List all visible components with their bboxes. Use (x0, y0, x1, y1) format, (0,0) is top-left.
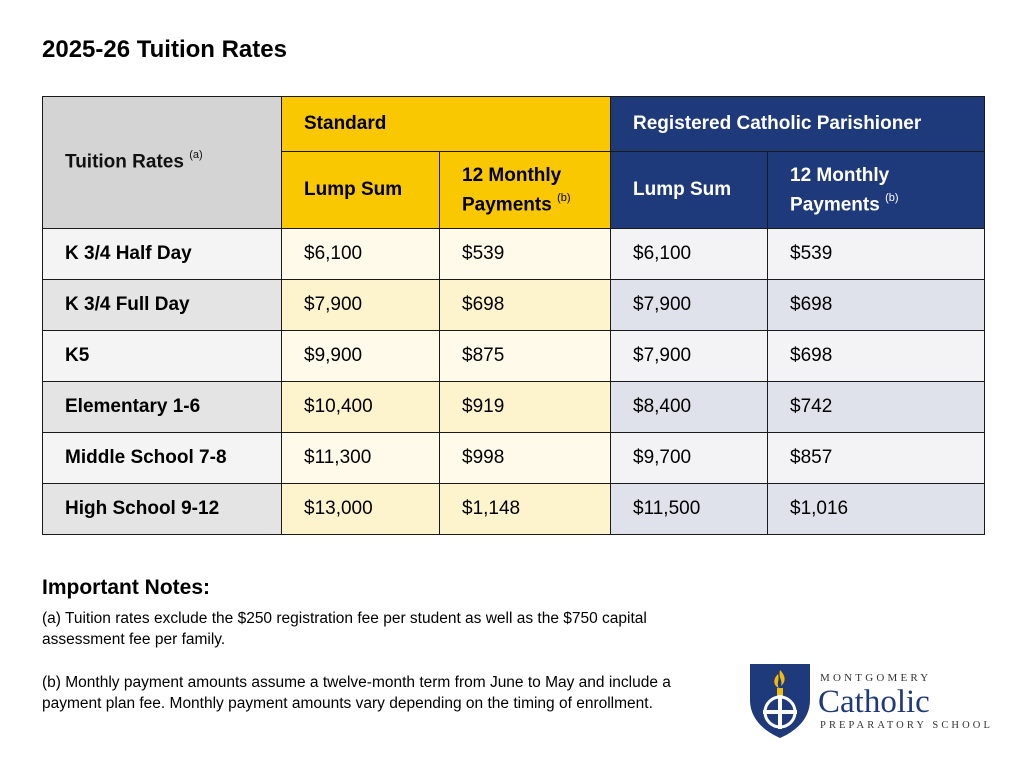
standard-monthly-cell: $919 (440, 382, 611, 433)
table-row (43, 382, 985, 433)
parishioner-monthly-cell: $857 (768, 433, 985, 484)
page-title: 2025-26 Tuition Rates (42, 36, 287, 63)
parishioner-lump-sum-header: Lump Sum (611, 152, 768, 229)
monthly-header-line2: Payments (790, 194, 880, 216)
logo-line-2: Catholic (818, 684, 930, 720)
corner-header-note: (a) (189, 149, 203, 162)
corner-header-label: Tuition Rates (65, 151, 184, 173)
parishioner-monthly-cell: $742 (768, 382, 985, 433)
note-a: (a) Tuition rates exclude the $250 registration fee per student as well as the $750 capital assessment fee per family. (42, 610, 647, 648)
table-row (43, 280, 985, 331)
parishioner-group-header: Registered Catholic Parishioner (611, 97, 985, 152)
shield-icon (748, 662, 812, 740)
standard-monthly-cell: $875 (440, 331, 611, 382)
logo-line-1: MONTGOMERY (820, 672, 932, 684)
row-label: K 3/4 Full Day (43, 280, 282, 331)
standard-lump-sum-cell: $10,400 (282, 382, 440, 433)
parishioner-monthly-cell: $539 (768, 229, 985, 280)
monthly-header-line1: 12 Monthly (790, 164, 890, 186)
notes-heading: Important Notes: (42, 576, 210, 599)
monthly-header-line1: 12 Monthly (462, 164, 562, 186)
corner-header (43, 97, 282, 229)
standard-lump-sum-cell: $9,900 (282, 331, 440, 382)
parishioner-lump-sum-cell: $6,100 (611, 229, 768, 280)
table-row (43, 484, 985, 535)
parishioner-monthly-cell: $1,016 (768, 484, 985, 535)
standard-monthly-cell: $539 (440, 229, 611, 280)
parishioner-lump-sum-cell: $7,900 (611, 280, 768, 331)
note-b: (b) Monthly payment amounts assume a twelve-month term from June to May and include a payment plan fee. Monthly payment amounts vary depending on the timing of enrollment. (42, 674, 671, 712)
monthly-header-note: (b) (885, 191, 899, 204)
monthly-header-note: (b) (557, 191, 571, 204)
school-logo (748, 662, 998, 742)
table-row (43, 229, 985, 280)
important-notes (42, 576, 722, 736)
standard-lump-sum-cell: $7,900 (282, 280, 440, 331)
parishioner-lump-sum-cell: $8,400 (611, 382, 768, 433)
parishioner-lump-sum-cell: $9,700 (611, 433, 768, 484)
standard-monthly-cell: $1,148 (440, 484, 611, 535)
parishioner-monthly-header (768, 152, 985, 229)
parishioner-monthly-cell: $698 (768, 280, 985, 331)
parishioner-lump-sum-cell: $7,900 (611, 331, 768, 382)
parishioner-lump-sum-cell: $11,500 (611, 484, 768, 535)
standard-monthly-cell: $998 (440, 433, 611, 484)
standard-lump-sum-cell: $6,100 (282, 229, 440, 280)
standard-lump-sum-cell: $11,300 (282, 433, 440, 484)
table-row (43, 331, 985, 382)
standard-lump-sum-header: Lump Sum (282, 152, 440, 229)
row-label: Middle School 7-8 (43, 433, 282, 484)
standard-lump-sum-cell: $13,000 (282, 484, 440, 535)
standard-monthly-cell: $698 (440, 280, 611, 331)
row-label: K 3/4 Half Day (43, 229, 282, 280)
standard-group-header: Standard (282, 97, 611, 152)
row-label: Elementary 1-6 (43, 382, 282, 433)
logo-line-3: PREPARATORY SCHOOL (820, 720, 993, 731)
row-label: K5 (43, 331, 282, 382)
monthly-header-line2: Payments (462, 194, 552, 216)
row-label: High School 9-12 (43, 484, 282, 535)
parishioner-monthly-cell: $698 (768, 331, 985, 382)
table-row (43, 433, 985, 484)
tuition-table (42, 96, 985, 535)
standard-monthly-header (440, 152, 611, 229)
